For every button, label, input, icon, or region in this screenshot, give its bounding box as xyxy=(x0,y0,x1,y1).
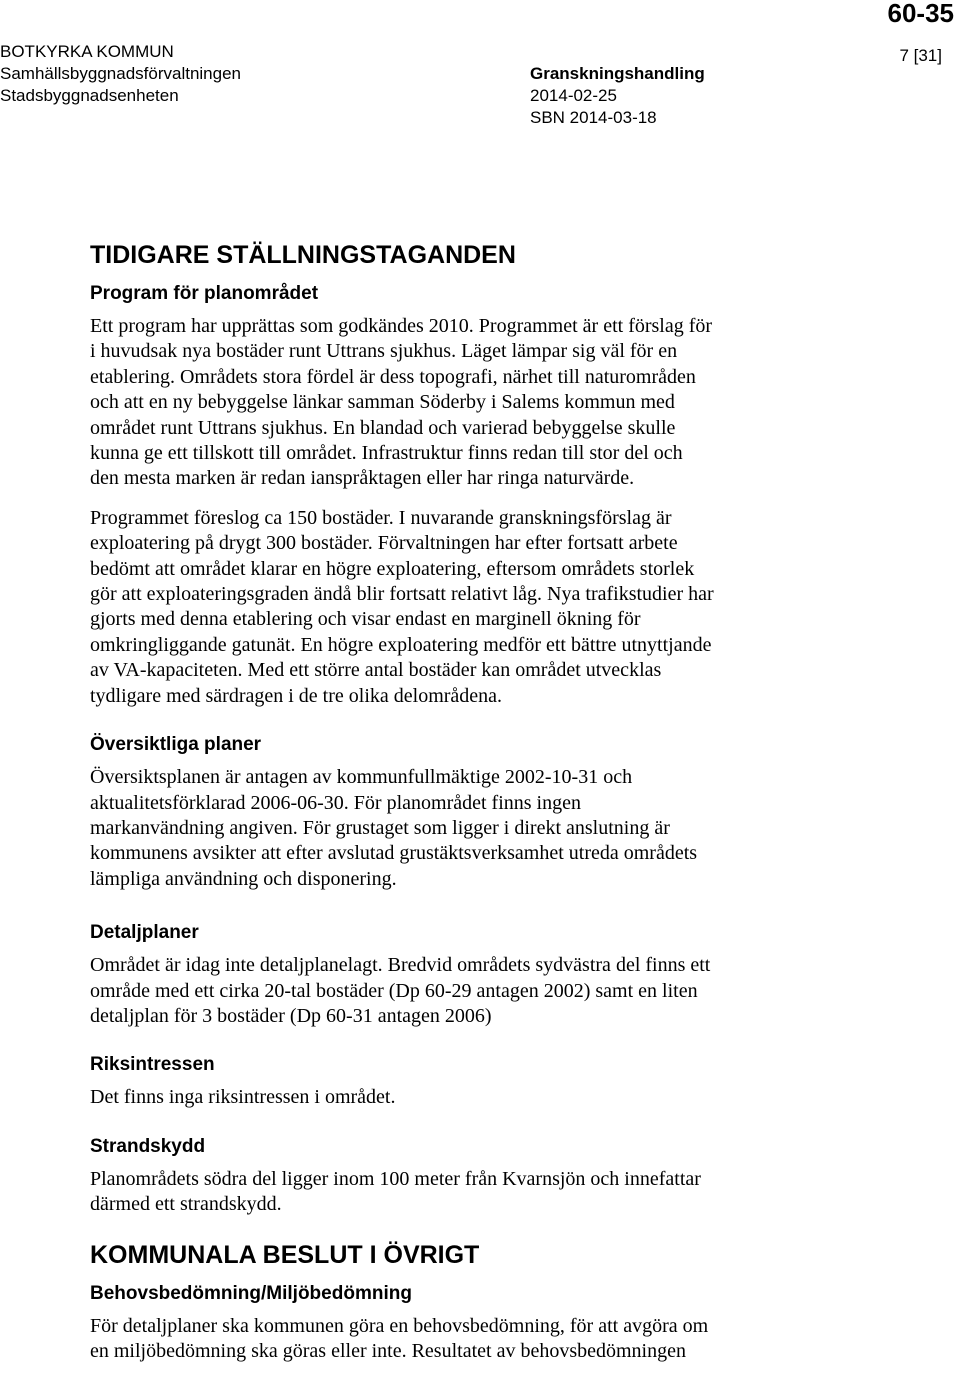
paragraph-detaljplaner: Området är idag inte detaljplanelagt. Bredvid områdets sydvästra del finns ett område med ett cirka 20-tal bostäder (Dp 60-29 antagen 2002) samt en liten detaljplan för 3 bostäder (Dp 60-31 antagen 2006) xyxy=(90,954,711,1027)
document-date: 2014-02-25 xyxy=(530,86,617,105)
section-title-tidigare: TIDIGARE STÄLLNINGSTAGANDEN xyxy=(90,241,516,269)
paragraph-program-2: Programmet föreslog ca 150 bostäder. I nuvarande granskningsförslag är exploatering på drygt 300 bostäder. Förvaltningen har efter fortsatt arbete bedömt att området klarar en högre exploatering, eftersom områdets storlek gör att exploateringsgraden ändå blir fortsatt relativt låg. Nya trafikstudier har gjorts med denna etablering och visar endast en marginell ökning för omkringliggande gatunät. En högre exploatering medför ett bättre utnyttjande av VA-kapaciteten. Med ett större antal bostäder kan området utvecklas tydligare med särdragen i de tre olika delområdena. xyxy=(90,506,714,707)
section-title-kommunala: KOMMUNALA BESLUT I ÖVRIGT xyxy=(90,1240,480,1269)
paragraph-program-1: Ett program har upprättas som godkändes 2010. Programmet är ett förslag för i huvudsak nya bostäder runt Uttrans sjukhus. Läget lämpar sig väl för en etablering. Områdets stora fördel är dess topografi, närhet till naturområden och att en ny bebyggelse länkar samman Söderby i Salems kommun med området runt Uttrans sjukhus. En blandad och varierad bebyggelse skulle kunna ge ett tillskott till området. Infrastruktur finns redan till stor del och den mesta marken är redan ianspråktagen eller har ringa naturvärde. xyxy=(90,315,713,490)
heading-riksintressen: Riksintressen xyxy=(90,1054,215,1076)
department-name: Samhällsbyggnadsförvaltningen xyxy=(0,64,241,83)
unit-name: Stadsbyggnadsenheten xyxy=(0,86,179,105)
document-body xyxy=(90,240,830,1364)
paragraph-riksintressen: Det finns inga riksintressen i området. xyxy=(90,1086,396,1109)
page-number: 7 [31] xyxy=(899,46,942,65)
heading-oversiktliga-planer: Översiktliga planer xyxy=(90,734,262,756)
paragraph-behovsbedomning: För detaljplaner ska kommunen göra en behovsbedömning, för att avgöra om en miljöbedömning ska göras eller inte. Resultatet av behovsbedömningen xyxy=(90,1314,709,1362)
document-type: Granskningshandling xyxy=(530,64,705,83)
sbn-date: SBN 2014-03-18 xyxy=(530,108,657,127)
heading-detaljplaner: Detaljplaner xyxy=(90,922,199,944)
page-header xyxy=(0,42,960,127)
paragraph-strandskydd: Planområdets södra del ligger inom 100 meter från Kvarnsjön och innefattar därmed ett strandskydd. xyxy=(90,1167,701,1216)
heading-behovsbedomning: Behovsbedömning/Miljöbedömning xyxy=(90,1282,412,1304)
heading-program: Program för planområdet xyxy=(90,283,319,304)
document-number: 60-35 xyxy=(887,0,954,28)
org-name: BOTKYRKA KOMMUN xyxy=(0,42,174,61)
paragraph-oversiktliga-planer: Översiktsplanen är antagen av kommunfullmäktige 2002-10-31 och aktualitetsförklarad 2006-06-30. För planområdet finns ingen markanvändning angiven. För grustaget som ligger i direkt anslutning är kommunens avsikter att efter avslutad grustäktsverksamhet utreda områdets lämpliga användning och disponering. xyxy=(90,766,698,890)
heading-strandskydd: Strandskydd xyxy=(90,1135,206,1157)
